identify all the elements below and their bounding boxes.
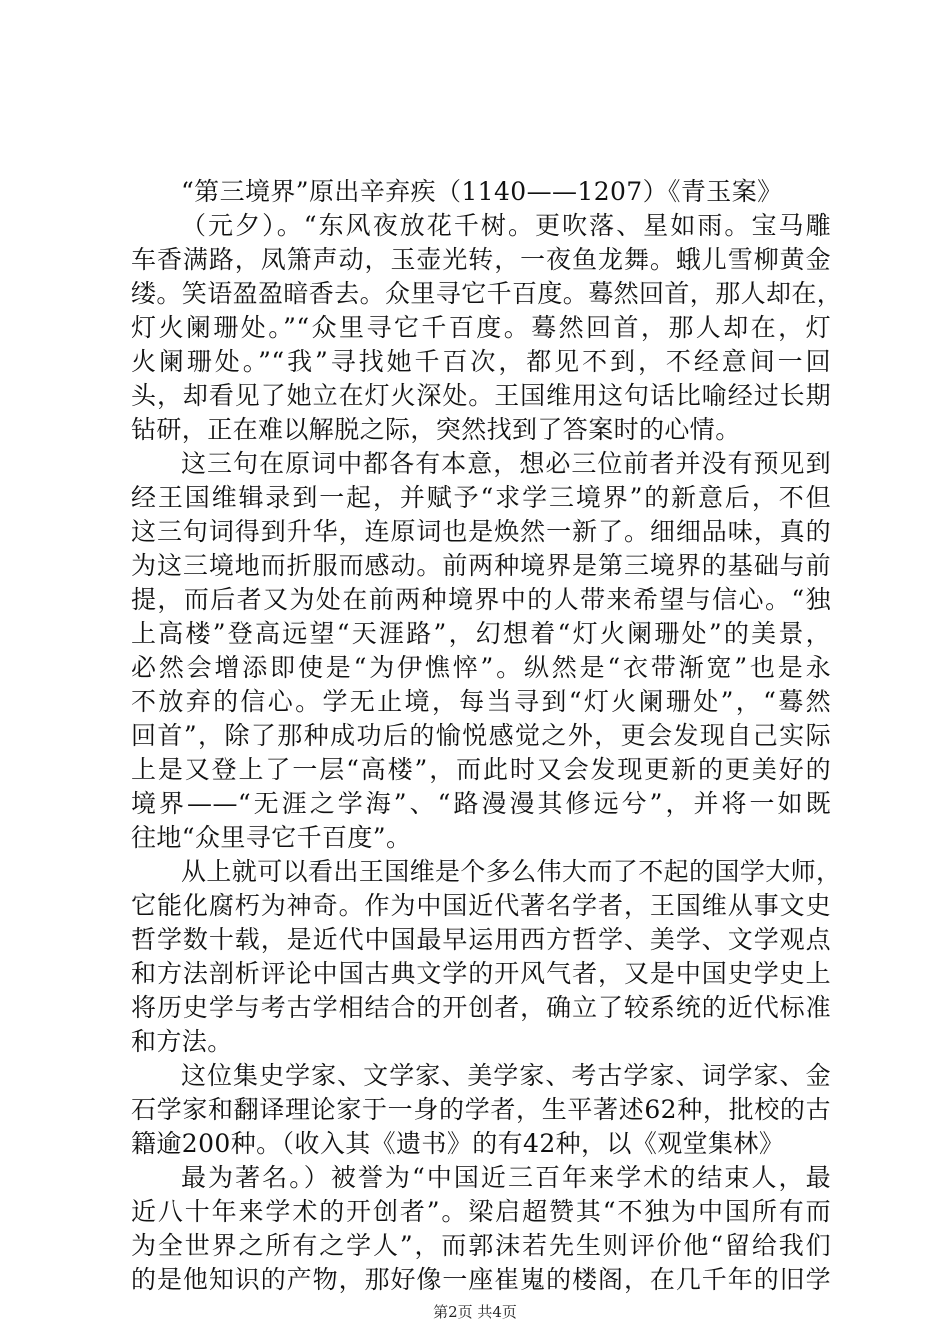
text-line: 和方法。	[131, 1027, 233, 1056]
text-line: 缕。笑语盈盈暗香去。众里寻它千百度。蓦然回首，那人却在，	[131, 279, 843, 308]
text-line: 钻研，正在难以解脱之际，突然找到了答案时的心情。	[131, 415, 741, 444]
text-line: 的是他知识的产物，那好像一座崔嵬的楼阁，在几千年的旧学	[131, 1265, 831, 1294]
text-line: 这位集史学家、文学家、美学家、考古学家、词学家、金	[181, 1061, 831, 1090]
text-line: 从上就可以看出王国维是个多么伟大而了不起的国学大师，	[181, 857, 842, 886]
text-line: 头，却看见了她立在灯火深处。王国维用这句话比喻经过长期	[131, 381, 831, 410]
text-line: 哲学数十载，是近代中国最早运用西方哲学、美学、文学观点	[131, 925, 831, 954]
text-line: 这三句词得到升华，连原词也是焕然一新了。细细品味，真的	[131, 517, 831, 546]
text-line: 境界——“无涯之学海”、“路漫漫其修远兮”，并将一如既	[131, 789, 831, 818]
text-line: 将历史学与考古学相结合的开创者，确立了较系统的近代标准	[131, 993, 831, 1022]
text-line: 火阑珊处。”“我”寻找她千百次，都见不到，不经意间一回	[131, 347, 831, 376]
text-line: “第三境界”原出辛弃疾（1140——1207）《青玉案》	[181, 177, 783, 206]
text-line: 近八十年来学术的开创者”。梁启超赞其“不独为中国所有而	[131, 1197, 831, 1226]
text-line: 提，而后者又为处在前两种境界中的人带来希望与信心。“独	[131, 585, 831, 614]
text-line: 上是又登上了一层“高楼”，而此时又会发现更新的更美好的	[131, 755, 831, 784]
text-line: 车香满路，凤箫声动，玉壶光转，一夜鱼龙舞。蛾儿雪柳黄金	[131, 245, 831, 274]
text-line: 经王国维辑录到一起，并赋予“求学三境界”的新意后，不但	[131, 483, 831, 512]
text-line: 这三句在原词中都各有本意，想必三位前者并没有预见到	[181, 449, 831, 478]
text-line: 为这三境地而折服而感动。前两种境界是第三境界的基础与前	[131, 551, 831, 580]
page-number-footer: 第2页 共4页	[433, 1303, 517, 1321]
text-line: 上高楼”登高远望“天涯路”，幻想着“灯火阑珊处”的美景，	[131, 619, 831, 648]
text-line: 灯火阑珊处。”“众里寻它千百度。蓦然回首，那人却在，灯	[131, 313, 831, 342]
text-line: 回首”，除了那种成功后的愉悦感觉之外，更会发现自己实际	[131, 721, 831, 750]
text-line: 必然会增添即使是“为伊憔悴”。纵然是“衣带渐宽”也是永	[131, 653, 831, 682]
text-line: 和方法剖析评论中国古典文学的开风气者，又是中国史学史上	[131, 959, 831, 988]
text-line: 最为著名。）被誉为“中国近三百年来学术的结束人，最	[181, 1163, 831, 1192]
text-line: 往地“众里寻它千百度”。	[131, 823, 412, 852]
text-line: 石学家和翻译理论家于一身的学者，生平著述62种，批校的古	[131, 1095, 831, 1124]
text-line: 不放弃的信心。学无止境，每当寻到“灯火阑珊处”，“蓦然	[131, 687, 831, 716]
text-line: 籍逾200种。（收入其《遗书》的有42种，以《观堂集林》	[131, 1129, 785, 1158]
text-line: 它能化腐朽为神奇。作为中国近代著名学者，王国维从事文史	[131, 891, 831, 920]
text-line: 为全世界之所有之学人”，而郭沫若先生则评价他“留给我们	[131, 1231, 831, 1260]
text-line: （元夕）。“东风夜放花千树。更吹落、星如雨。宝马雕	[181, 211, 831, 240]
